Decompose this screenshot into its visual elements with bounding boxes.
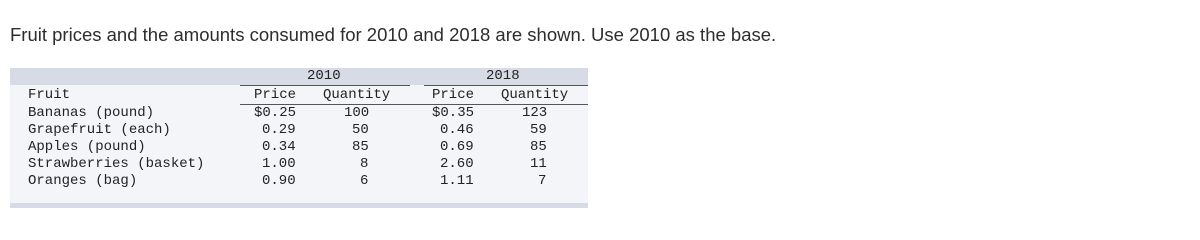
table-row-2-quantity-2018: 85 bbox=[530, 139, 547, 155]
table-row-4-fruit: Oranges (bag) bbox=[28, 173, 138, 189]
table-row-3-price-2010: 1.00 bbox=[262, 156, 296, 172]
column-header-quantity-2018: Quantity bbox=[501, 87, 569, 103]
table-row-0-quantity-2010: 100 bbox=[344, 105, 370, 121]
column-header-fruit: Fruit bbox=[28, 87, 71, 103]
problem-statement: Fruit prices and the amounts consumed for 2010 and 2018 are shown. Use 2010 as the base. bbox=[10, 24, 777, 45]
table-row-1-price-2010: 0.29 bbox=[262, 122, 296, 138]
column-header-price-2010: Price bbox=[254, 87, 297, 103]
table-row-0-price-2010: $0.25 bbox=[254, 105, 297, 121]
table-row-3-quantity-2010: 8 bbox=[360, 156, 369, 172]
year-2010-rule bbox=[240, 85, 410, 86]
year-header-2018: 2018 bbox=[486, 68, 520, 84]
table-row-2-fruit: Apples (pound) bbox=[28, 139, 146, 155]
table-row-4-price-2010: 0.90 bbox=[262, 173, 296, 189]
table-row-4-quantity-2010: 6 bbox=[360, 173, 369, 189]
table-row-3-price-2018: 2.60 bbox=[440, 156, 474, 172]
table-row-1-quantity-2010: 50 bbox=[352, 122, 369, 138]
table-row-0-quantity-2018: 123 bbox=[522, 105, 548, 121]
column-header-quantity-2010: Quantity bbox=[323, 87, 391, 103]
table-row-2-price-2010: 0.34 bbox=[262, 139, 296, 155]
table-row-0-fruit: Bananas (pound) bbox=[28, 105, 155, 121]
table-row-3-quantity-2018: 11 bbox=[530, 156, 547, 172]
table-row-2-price-2018: 0.69 bbox=[440, 139, 474, 155]
column-header-price-2018: Price bbox=[432, 87, 475, 103]
year-header-2010: 2010 bbox=[307, 68, 341, 84]
table-row-0-price-2018: $0.35 bbox=[432, 105, 475, 121]
table-row-1-fruit: Grapefruit (each) bbox=[28, 122, 171, 138]
table-row-2-quantity-2010: 85 bbox=[352, 139, 369, 155]
table-row-4-quantity-2018: 7 bbox=[538, 173, 547, 189]
year-2018-rule bbox=[424, 85, 588, 86]
fruit-price-table bbox=[10, 68, 588, 208]
table-row-1-price-2018: 0.46 bbox=[440, 122, 474, 138]
table-row-3-fruit: Strawberries (basket) bbox=[28, 156, 205, 172]
table-row-1-quantity-2018: 59 bbox=[530, 122, 547, 138]
table-row-4-price-2018: 1.11 bbox=[440, 173, 474, 189]
